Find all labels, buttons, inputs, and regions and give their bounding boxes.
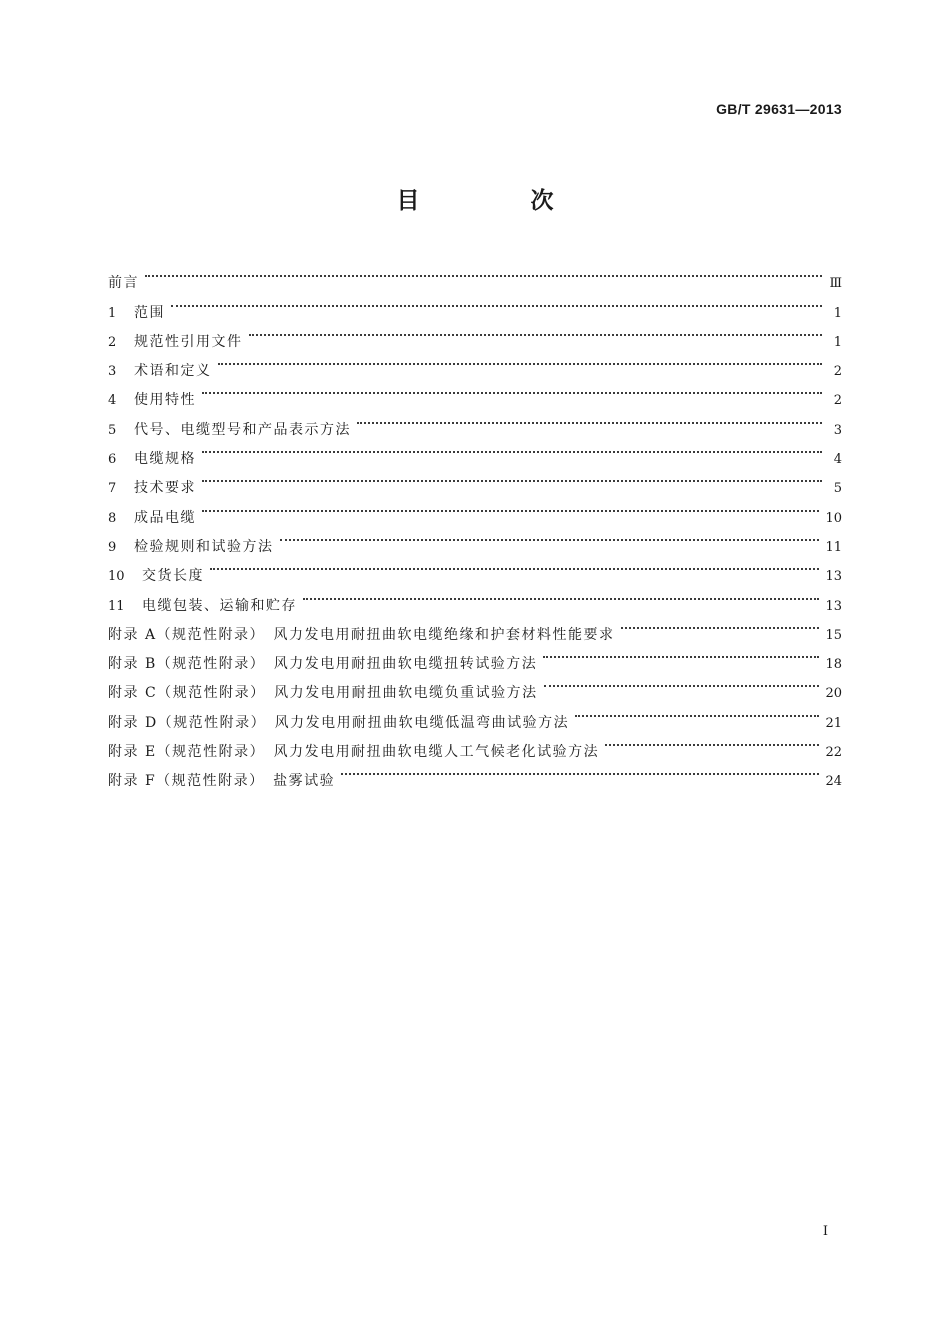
toc-entry-page: 5 — [833, 481, 842, 497]
toc-entry-page: 24 — [825, 774, 842, 790]
toc-entry-title — [108, 386, 196, 415]
toc-entry-number: 8 — [108, 510, 117, 526]
toc-entry-title — [108, 562, 204, 591]
toc-entry[interactable] — [108, 551, 842, 585]
toc-entry[interactable] — [108, 317, 842, 350]
toc-entry-number: 3 — [108, 364, 117, 380]
toc-entry-number: 7 — [108, 481, 117, 497]
toc-entry-title — [108, 709, 569, 738]
toc-entry[interactable] — [108, 346, 842, 380]
toc-entry-number: 11 — [108, 598, 125, 614]
toc-entry-page: 21 — [825, 715, 842, 731]
toc-entry-page: 3 — [833, 422, 842, 438]
toc-entry[interactable] — [108, 463, 842, 497]
toc-entry-title — [108, 504, 196, 533]
toc-entry-page: 13 — [825, 598, 842, 614]
toc-entry-label: 附录 E（规范性附录） 风力发电用耐扭曲软电缆人工气候老化试验方法 — [108, 744, 600, 761]
toc-dot-leader — [543, 639, 819, 668]
toc-entry-page: 1 — [833, 334, 842, 350]
toc-entry-number: 4 — [108, 393, 117, 409]
toc-entry[interactable] — [108, 258, 842, 292]
toc-entry-label: 技术要求 — [134, 480, 196, 497]
toc-entry[interactable] — [108, 580, 842, 614]
toc-dot-leader — [171, 287, 822, 316]
toc-entry-number: 10 — [108, 569, 125, 585]
toc-dot-leader — [357, 404, 822, 433]
toc-entry-label: 附录 C（规范性附录） 风力发电用耐扭曲软电缆负重试验方法 — [108, 685, 538, 702]
toc-entry-page: 15 — [825, 627, 842, 643]
toc-entry-title — [108, 299, 165, 328]
toc-entry-page: 4 — [833, 452, 842, 468]
toc-entry-label: 术语和定义 — [134, 363, 212, 380]
toc-entry-label: 检验规则和试验方法 — [134, 538, 274, 555]
toc-entry-number: 1 — [108, 305, 117, 321]
toc-entry-label: 电缆包装、运输和贮存 — [142, 597, 297, 614]
page-title: 目 次 — [396, 188, 598, 214]
toc-entry-page: 13 — [825, 569, 842, 585]
page-number: I — [822, 1224, 828, 1239]
toc-entry[interactable] — [108, 522, 842, 555]
toc-entry[interactable] — [108, 375, 842, 409]
toc-entry-page: 20 — [825, 686, 842, 702]
toc-entry[interactable] — [108, 434, 842, 468]
standard-code: GB/T 29631—2013 — [716, 101, 842, 117]
toc-entry-label: 附录 B（规范性附录） 风力发电用耐扭曲软电缆扭转试验方法 — [108, 656, 538, 673]
toc-entry-label: 附录 A（规范性附录） 风力发电用耐扭曲软电缆绝缘和护套材料性能要求 — [108, 626, 615, 643]
toc-entry-title — [108, 592, 297, 621]
table-of-contents — [108, 258, 842, 790]
toc-dot-leader — [202, 434, 822, 463]
toc-entry-page: Ⅲ — [829, 276, 842, 292]
toc-dot-leader — [605, 727, 819, 756]
toc-entry-title — [108, 474, 196, 503]
toc-entry[interactable] — [108, 287, 842, 321]
toc-entry-label: 代号、电缆型号和产品表示方法 — [134, 421, 351, 438]
toc-entry[interactable] — [108, 492, 842, 526]
toc-entry-number: 9 — [108, 539, 117, 555]
toc-entry-label: 规范性引用文件 — [134, 333, 243, 350]
toc-entry-number: 5 — [108, 422, 117, 438]
toc-entry-number: 2 — [108, 334, 117, 350]
toc-entry-label: 成品电缆 — [134, 509, 196, 526]
toc-dot-leader — [218, 346, 823, 375]
toc-dot-leader — [280, 522, 820, 551]
toc-dot-leader — [249, 317, 823, 346]
toc-entry-page: 11 — [825, 539, 842, 555]
toc-dot-leader — [341, 756, 819, 785]
toc-entry-page: 22 — [825, 745, 842, 761]
toc-entry-label: 附录 D（规范性附录） 风力发电用耐扭曲软电缆低温弯曲试验方法 — [108, 714, 570, 731]
toc-entry-title — [108, 650, 537, 679]
toc-entry-label: 使用特性 — [134, 392, 196, 409]
toc-entry-title — [108, 621, 615, 650]
toc-entry-page: 2 — [833, 364, 842, 380]
toc-dot-leader — [202, 492, 819, 521]
toc-entry-label: 交货长度 — [142, 568, 204, 585]
toc-dot-leader — [544, 668, 820, 697]
toc-entry-page: 1 — [833, 305, 842, 321]
toc-entry-title — [108, 357, 212, 386]
toc-entry-label: 附录 F（规范性附录） 盐雾试验 — [108, 773, 336, 790]
toc-dot-leader — [145, 258, 822, 287]
toc-entry-label: 电缆规格 — [134, 451, 196, 468]
toc-entry[interactable] — [108, 404, 842, 438]
toc-entry-page: 18 — [825, 657, 842, 673]
toc-entry-page: 2 — [833, 393, 842, 409]
toc-dot-leader — [202, 375, 822, 404]
toc-dot-leader — [202, 463, 822, 492]
toc-entry-page: 10 — [825, 510, 842, 526]
toc-entry-title — [108, 767, 335, 796]
toc-entry-label: 前言 — [108, 275, 139, 292]
toc-dot-leader — [210, 551, 819, 580]
toc-dot-leader — [621, 610, 820, 639]
toc-dot-leader — [575, 697, 819, 726]
toc-entry-label: 范围 — [134, 304, 165, 321]
toc-entry-number: 6 — [108, 452, 117, 468]
toc-dot-leader — [303, 580, 819, 609]
toc-entry-title — [108, 679, 538, 708]
toc-entry-title — [108, 445, 196, 474]
toc-entry-title — [108, 269, 139, 298]
